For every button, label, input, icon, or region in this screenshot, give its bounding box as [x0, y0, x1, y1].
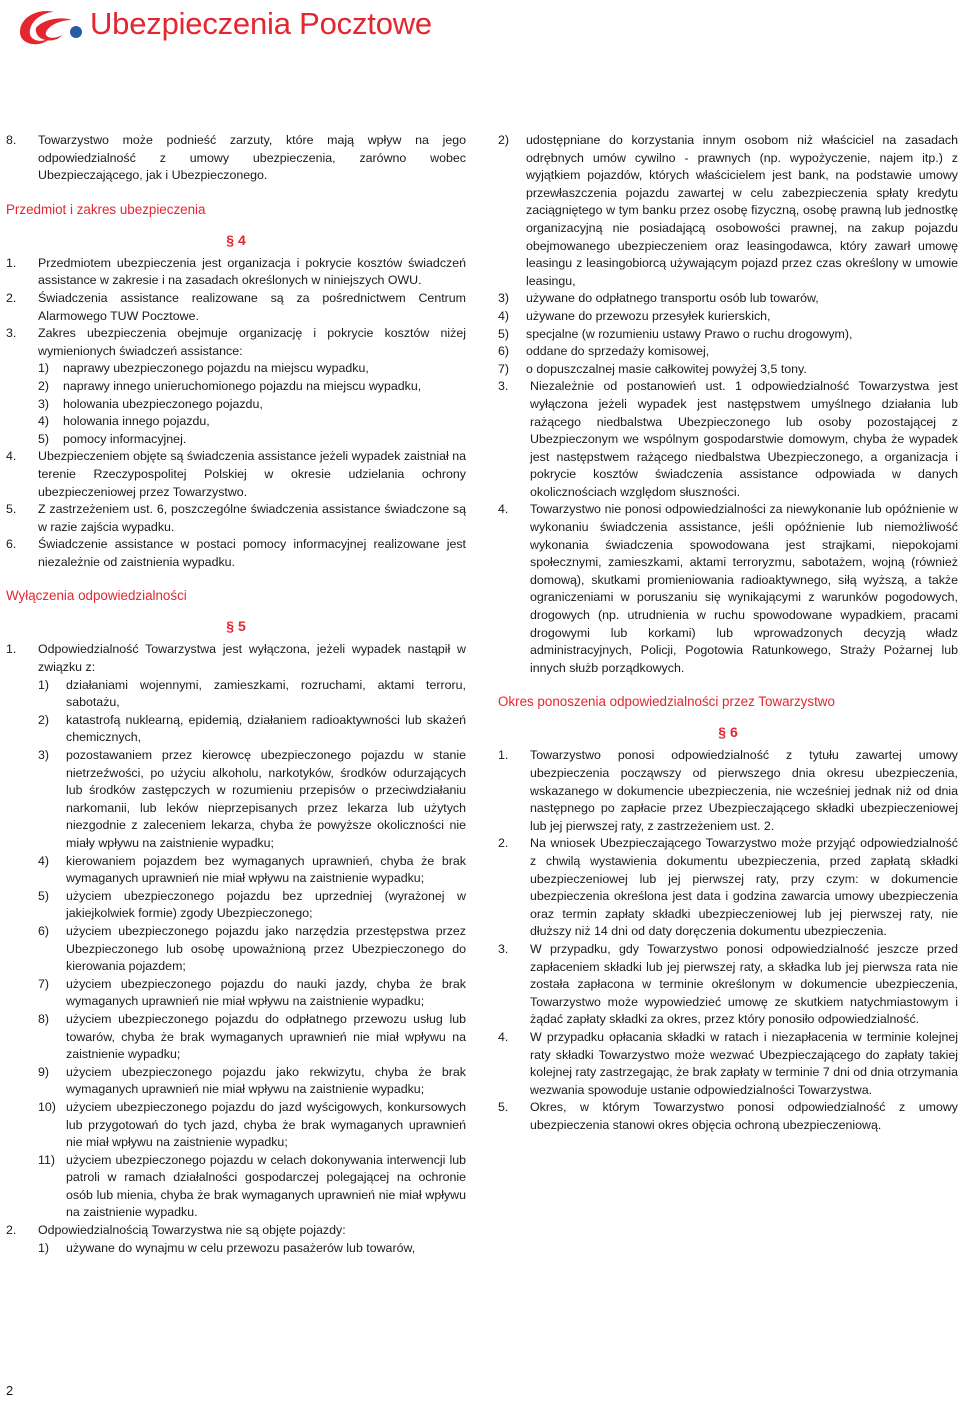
sub-text: użyciem ubezpieczonego pojazdu do odpłatnego przewozu usług lub towarów, chyba że brak wymaganych uprawnień nie miał wpływu na zaistnienie wypadku;	[66, 1011, 466, 1062]
sub-item	[498, 326, 958, 344]
item-number: 4.	[498, 1029, 509, 1044]
item-number: 5.	[6, 502, 17, 517]
item-number: 4.	[6, 449, 17, 464]
list-item	[498, 1099, 958, 1134]
sub-item	[498, 308, 958, 326]
item-number: 2.	[6, 1223, 17, 1238]
sub-item	[498, 343, 958, 361]
page-number: 2	[6, 1383, 14, 1398]
sub-number: 1)	[38, 1240, 50, 1255]
list-item	[498, 378, 958, 501]
sub-item	[498, 132, 958, 290]
sub-item	[498, 361, 958, 379]
item-text: Świadczenia assistance realizowane są za pośrednictwem Centrum Alarmowego TUW Pocztowe.	[38, 290, 466, 323]
list-item	[498, 1029, 958, 1099]
item-text: W przypadku opłacania składki w ratach i niezapłacenia w terminie kolejnej raty składki Towarzystwo może wezwać Ubezpieczającego do zapłaty takiej kolejnej raty zastrzegając, że brak zapłaty w terminie 7 dni od dnia otrzymania wezwania spowoduje ustanie odpowiedzialności Towarzystwa.	[530, 1029, 958, 1097]
section-heading: Przedmiot i zakres ubezpieczenia	[6, 201, 206, 217]
item-number: 3.	[498, 941, 509, 956]
item-number: 1.	[498, 748, 509, 763]
sub-text: działaniami wojennymi, zamieszkami, rozruchami, aktami terroru, sabotażu,	[66, 677, 466, 710]
sub-number: 2)	[498, 133, 510, 147]
item-number: 1.	[6, 642, 17, 657]
sub-number: 1)	[38, 677, 50, 692]
list-item	[6, 448, 466, 501]
item-text: W przypadku, gdy Towarzystwo ponosi odpowiedzialność jeszcze przed zapłaceniem składki lub jej pierwszej raty, a składka lub jej pierwsza rata nie została zapłacona w terminie określonym w dokumencie ubezpieczenia, Towarzystwo może wypowiedzieć umowę ze skutkiem natychmiastowym i żądać zapłaty składki za okres, przez który ponosiło odpowiedzialność.	[530, 941, 958, 1027]
sub-number: 4)	[38, 853, 50, 868]
list-item	[6, 132, 466, 185]
item-number: 3.	[498, 379, 509, 394]
list-item	[498, 501, 958, 677]
sub-item	[38, 360, 466, 378]
sub-item	[38, 1064, 466, 1099]
list-item	[6, 290, 466, 325]
list-item	[6, 501, 466, 536]
sub-number: 10)	[38, 1099, 56, 1114]
item-text: Z zastrzeżeniem ust. 6, poszczególne świadczenia assistance świadczone są w razie zajścia wypadku.	[38, 502, 466, 534]
item-text: Niezależnie od postanowień ust. 1 odpowiedzialność Towarzystwa jest wyłączona jeżeli wypadek jest następstwem umyślnego działania lub rażącego niedbalstwa Ubezpieczonego lub osoby pozostającej z Ubezpieczonym we wspólnym gospodarstwie domowym, chyba że wypadek jest następstwem rażącego niedbalstwa Ubezpieczonego, a organizacja i pokrycie kosztów świadczenia assistance odpowiada w danych okolicznościach względom słuszności.	[530, 379, 958, 499]
list-item	[6, 325, 466, 360]
paragraph-number: § 4	[226, 231, 246, 248]
sub-item	[38, 712, 466, 747]
sub-number: 3)	[38, 748, 50, 763]
brand-title: Ubezpieczenia Pocztowe	[90, 6, 432, 41]
sub-number: 7)	[38, 976, 50, 991]
sub-text: użyciem ubezpieczonego pojazdu bez uprzedniej (wyrażonej w jakiejkolwiek formie) zgody Ubezpieczonego;	[66, 888, 466, 921]
sub-text: udostępniane do korzystania innym osobom niż właściciel na zasadach odrębnych umów cywilno - prawnych (np. wypożyczenie, najem itp.) z wyjątkiem pojazdów, których właścicielem jest bank, na podstawie umowy przewłaszczenia pojazdu zawartej w celu zabezpieczenia spłaty kredytu zaciągniętego w tym banku przez osobę fizyczną, osobę prawną lub jednostkę organizacyjną nie posiadającą osobowości prawnej, na zakup pojazdu obejmowanego ubezpieczeniem oraz leasingodawca, który zawarł umowę leasingu z leasingobiorcą używającym pojazd przez czas określony w umowie leasingu,	[526, 133, 958, 288]
sub-text: używane do przewozu przesyłek kurierskich,	[526, 308, 771, 323]
sub-item	[38, 747, 466, 853]
left-column	[6, 132, 466, 1257]
sub-number: 8)	[38, 1011, 50, 1026]
sub-number: 6)	[38, 923, 50, 938]
sub-text: o dopuszczalnej masie całkowitej powyżej 3,5 tony.	[526, 361, 807, 376]
sub-number: 1)	[38, 361, 50, 376]
item-text: Zakres ubezpieczenia obejmuje organizację i pokrycie kosztów niżej wymienionych świadczeń assistance:	[38, 326, 466, 358]
sub-item	[38, 853, 466, 888]
sub-text: holowania innego pojazdu,	[63, 414, 210, 429]
sub-number: 9)	[38, 1064, 50, 1079]
sub-item	[498, 290, 958, 308]
list-item	[6, 1222, 466, 1240]
sub-number: 4)	[38, 414, 50, 429]
sub-item	[38, 677, 466, 712]
sub-item	[38, 378, 466, 396]
sub-text: holowania ubezpieczonego pojazdu,	[63, 396, 263, 411]
item-text: Towarzystwo ponosi odpowiedzialność z tytułu zawartej umowy ubezpieczenia począwszy od pierwszego dnia okresu ubezpieczenia, wskazanego w dokumencie ubezpieczenia, nie wcześniej jednak niż od dnia następnego po zapłacie przez Ubezpieczającego składki ubezpieczeniowej lub jej pierwszej raty, z zastrzeżeniem ust. 2.	[530, 748, 958, 833]
sub-item	[38, 396, 466, 414]
section-heading: Okres ponoszenia odpowiedzialności przez Towarzystwo	[498, 694, 835, 710]
sub-number: 5)	[498, 326, 510, 341]
paragraph-number: § 6	[718, 724, 738, 741]
sub-item	[38, 1011, 466, 1064]
sub-number: 2)	[38, 378, 50, 393]
item-text: Towarzystwo nie ponosi odpowiedzialności za niewykonanie lub opóźnienie w wykonaniu świadczenia assistance, jeśli opóźnienie lub niemożliwość wykonania świadczenia spowodowana jest strajkami, niepokojami społecznymi, zamieszkami, aktami terroryzmu, sabotażem, wojną (również domową), skutkami promieniowania radioaktywnego, siłą wyższą, a także ograniczeniami w poruszaniu się wynikającymi z warunków pogodowych, drogowych (np. utrudnienia w ruchu spowodowane wypadkiem, pracami drogowymi lub korkami) lub wprowadzonych decyzją władz administracyjnych, Policji, Pogotowia Ratunkowego, Straży Pożarnej lub innych służb porządkowych.	[530, 502, 958, 675]
sub-item	[38, 431, 466, 449]
sub-number: 5)	[38, 431, 50, 446]
item-text: Ubezpieczeniem objęte są świadczenia assistance jeżeli wypadek zaistniał na terenie Rzeczypospolitej Polskiej w okresie udzielania ochrony ubezpieczeniowej przez Towarzystwo.	[38, 449, 466, 499]
item-number: 6.	[6, 537, 17, 552]
sub-text: użyciem ubezpieczonego pojazdu do nauki jazdy, chyba że brak wymaganych uprawnień nie miał wpływu na zaistnienie wypadku;	[66, 976, 466, 1009]
item-text: Odpowiedzialność Towarzystwa jest wyłączona, jeżeli wypadek nastąpił w związku z:	[38, 642, 466, 675]
item-number: 5.	[498, 1100, 509, 1115]
item-text: Towarzystwo może podnieść zarzuty, które mają wpływ na jego odpowiedzialność z umowy ubezpieczenia, zarówno wobec Ubezpieczającego, jak i Ubezpieczonego.	[38, 133, 466, 183]
sub-text: naprawy ubezpieczonego pojazdu na miejscu wypadku,	[63, 361, 369, 376]
sub-number: 4)	[498, 308, 510, 323]
right-column	[498, 132, 958, 1134]
section-heading: Wyłączenia odpowiedzialności	[6, 588, 187, 604]
item-number: 1.	[6, 255, 17, 270]
sub-text: oddane do sprzedaży komisowej,	[526, 344, 710, 359]
paragraph-number: § 5	[226, 618, 246, 635]
sub-text: naprawy innego unieruchomionego pojazdu na miejscu wypadku,	[63, 378, 422, 393]
sub-number: 7)	[498, 361, 510, 376]
sub-text: użyciem ubezpieczonego pojazdu do jazd wyścigowych, konkursowych lub przygotowań do tych jazd, chyba że brak wymaganych uprawnień nie miał wpływu na zaistnienie wypadku;	[66, 1099, 466, 1150]
list-item	[498, 835, 958, 941]
sub-text: pozostawaniem przez kierowcę ubezpieczonego pojazdu w stanie nietrzeźwości, po użyciu alkoholu, narkotyków, środków odurzających lub środków zastępczych w rozumieniu przepisów o przeciwdziałaniu narkomanii, lub leków nieprzepisanych przez lekarza lub użytych niezgodnie z zaleceniem lekarza, chyba że powyższe okoliczności nie miały wpływu na zaistnienie wypadku;	[66, 748, 466, 850]
sub-text: użyciem ubezpieczonego pojazdu jako narzędzia przestępstwa przez Ubezpieczonego lub osobę upoważnioną przez Ubezpieczonego do kierowania pojazdem;	[66, 923, 466, 974]
sub-item	[38, 976, 466, 1011]
sub-text: specjalne (w rozumieniu ustawy Prawo o ruchu drogowym),	[526, 326, 853, 341]
sub-item	[38, 413, 466, 431]
item-number: 8.	[6, 133, 17, 147]
item-text: Na wniosek Ubezpieczającego Towarzystwo może przyjąć odpowiedzialność z chwilą wystawienia dokumentu ubezpieczenia, przed zapłatą składki ubezpieczeniowej lub jej pierwszej raty, przy czym: w dokumencie ubezpieczenia określona jest data i godzina zawarcia umowy ubezpieczenia oraz termin zapłaty składki ubezpieczeniowej lub jej pierwszej raty, nie dłuższy niż 14 dni od daty doręczenia dokumentu ubezpieczenia.	[530, 836, 958, 939]
sub-text: użyciem ubezpieczonego pojazdu w celach dokonywania interwencji lub patroli w ramach działalności gospodarczej polegającej na ochronie osób lub mienia, chyba że brak wymaganych uprawnień nie miał wpływu na zaistnienie wypadku.	[66, 1152, 466, 1220]
list-item	[6, 255, 466, 290]
list-item	[6, 641, 466, 676]
page-header	[0, 0, 960, 60]
sub-number: 3)	[498, 291, 510, 306]
sub-text: katastrofą nuklearną, epidemią, działaniem radioaktywności lub skażeń chemicznych,	[66, 712, 466, 745]
sub-item	[38, 1099, 466, 1152]
sub-text: użyciem ubezpieczonego pojazdu jako rekwizytu, chyba że brak wymaganych uprawnień nie miał wpływu na zaistnienie wypadku;	[66, 1064, 466, 1097]
item-text: Przedmiotem ubezpieczenia jest organizacja i pokrycie kosztów świadczeń assistance w zakresie i na zasadach określonych w niniejszych OWU.	[38, 255, 466, 288]
sub-text: pomocy informacyjnej.	[63, 431, 187, 446]
sub-number: 11)	[38, 1152, 55, 1167]
item-number: 2.	[498, 836, 509, 851]
item-text: Odpowiedzialnością Towarzystwa nie są objęte pojazdy:	[38, 1223, 346, 1238]
pocztowe-logo-icon	[6, 2, 86, 52]
sub-number: 2)	[38, 712, 50, 727]
item-number: 2.	[6, 290, 17, 305]
list-item	[6, 536, 466, 571]
list-item	[498, 747, 958, 835]
item-number: 4.	[498, 502, 509, 517]
item-number: 3.	[6, 326, 17, 341]
sub-text: używane do odpłatnego transportu osób lub towarów,	[526, 291, 819, 306]
sub-text: kierowaniem pojazdem bez wymaganych uprawnień, chyba że brak wymaganych uprawnień nie miał wpływu na zaistnienie wypadku;	[66, 853, 466, 886]
sub-text: używane do wynajmu w celu przewozu pasażerów lub towarów,	[66, 1240, 416, 1255]
sub-item	[38, 1152, 466, 1222]
sub-item	[38, 923, 466, 976]
list-item	[498, 941, 958, 1029]
item-text: Okres, w którym Towarzystwo ponosi odpowiedzialność z umowy ubezpieczenia stanowi okres objęcia ochroną ubezpieczeniową.	[530, 1100, 958, 1132]
sub-item	[38, 1240, 466, 1258]
sub-number: 3)	[38, 396, 50, 411]
sub-number: 6)	[498, 344, 510, 359]
sub-item	[38, 888, 466, 923]
item-text: Świadczenie assistance w postaci pomocy informacyjnej realizowane jest niezależnie od zaistnienia wypadku.	[38, 537, 466, 569]
sub-number: 5)	[38, 888, 50, 903]
